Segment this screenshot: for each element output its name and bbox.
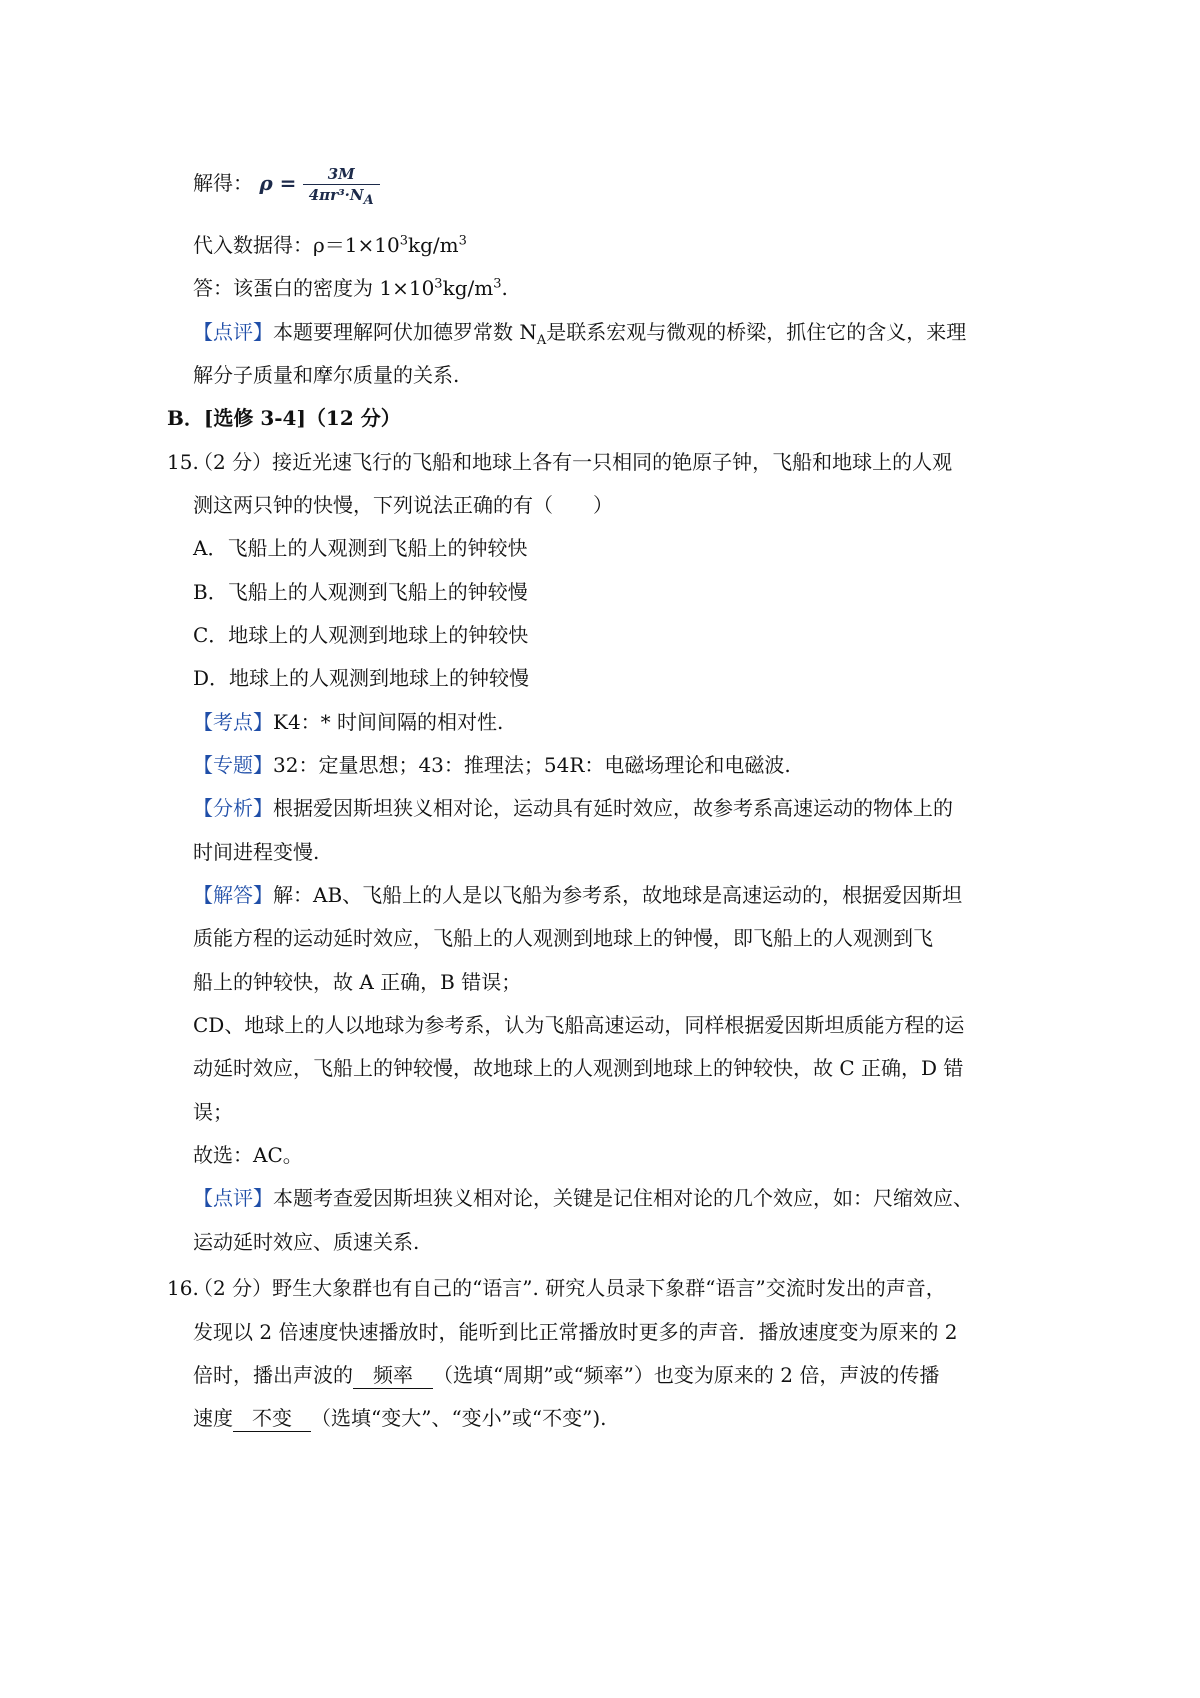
question-15-number: 15. xyxy=(167,450,199,474)
option-d: D．地球上的人观测到地球上的钟较慢 xyxy=(193,666,530,690)
option-b: B．飞船上的人观测到飞船上的钟较慢 xyxy=(193,580,528,604)
answer-blank-2: 不变 xyxy=(233,1405,311,1432)
jieda-line1: 【解答】解：AB、飞船上的人是以飞船为参考系，故地球是高速运动的，根据爱因斯坦 xyxy=(193,883,963,907)
question-15-line1: （2 分）接近光速飞行的飞船和地球上各有一只相同的铯原子钟，飞船和地球上的人观 xyxy=(193,450,953,474)
substitute-line: 代入数据得：$\rho=1\times 10^3kg/m^3$ xyxy=(193,233,467,257)
question-16-line3: 倍时，播出声波的 频率 （选填“周期”或“频率”）也变为原来的 2 倍，声波的传播 xyxy=(193,1363,940,1387)
jieda-line2: 质能方程的运动延时效应，飞船上的人观测到地球上的钟慢，即飞船上的人观测到飞 xyxy=(193,926,933,950)
question-16-number: 16. xyxy=(167,1276,199,1300)
comment14-line2: 解分子质量和摩尔质量的关系. xyxy=(193,363,460,387)
question-16-line4: 速度 不变 （选填“变大”、“变小”或“不变”). xyxy=(193,1406,607,1430)
jieda-line4: CD、地球上的人以地球为参考系，认为飞船高速运动，同样根据爱因斯坦质能方程的运 xyxy=(193,1013,965,1037)
density-formula xyxy=(303,165,380,208)
answer-blank-1: 频率 xyxy=(353,1362,433,1389)
zhuanti-tag: 【专题】 xyxy=(193,753,273,777)
formula-lhs: ρ = xyxy=(259,171,297,195)
question-15-line2: 测这两只钟的快慢，下列说法正确的有（ ） xyxy=(193,493,613,517)
jieda-line6: 误； xyxy=(193,1100,233,1124)
fenxi-line2: 时间进程变慢. xyxy=(193,840,320,864)
jieda-line5: 动延时效应，飞船上的钟较慢，故地球上的人观测到地球上的钟较快，故 C 正确，D 错 xyxy=(193,1056,964,1080)
question-16-line2: 发现以 2 倍速度快速播放时，能听到比正常播放时更多的声音．播放速度变为原来的 2 xyxy=(193,1320,958,1344)
dianping-tag: 【点评】 xyxy=(193,1186,273,1210)
formula-denominator-sub: A xyxy=(363,193,374,208)
option-c: C．地球上的人观测到地球上的钟较快 xyxy=(193,623,529,647)
solve-label: 解得： xyxy=(193,171,253,195)
dianping-line2: 运动延时效应、质速关系. xyxy=(193,1230,420,1254)
solve-line xyxy=(193,163,380,208)
zhuanti-line: 【专题】32：定量思想；43：推理法；54R：电磁场理论和电磁波. xyxy=(193,753,791,777)
answer-line: 答：该蛋白的密度为 $1\times 10^3kg/m^3$. xyxy=(193,276,508,300)
fenxi-tag: 【分析】 xyxy=(193,796,273,820)
option-a: A．飞船上的人观测到飞船上的钟较快 xyxy=(193,536,528,560)
comment-tag: 【点评】 xyxy=(193,320,273,344)
choose-line: 故选：AC。 xyxy=(193,1143,303,1167)
kaodian-line: 【考点】K4：* 时间间隔的相对性. xyxy=(193,710,504,734)
formula-numerator: 3M xyxy=(303,165,380,185)
formula-denominator: 4πr³·NA xyxy=(308,186,374,208)
jieda-tag: 【解答】 xyxy=(193,883,273,907)
section-heading: B．[选修 3-4]（12 分） xyxy=(167,406,401,430)
question-16-line1: （2 分）野生大象群也有自己的“语言”. 研究人员录下象群“语言”交流时发出的声音， xyxy=(193,1276,946,1300)
fenxi-line1: 【分析】根据爱因斯坦狭义相对论，运动具有延时效应，故参考系高速运动的物体上的 xyxy=(193,796,953,820)
kaodian-tag: 【考点】 xyxy=(193,710,273,734)
comment14-line1: 【点评】本题要理解阿伏加德罗常数 $N_A$是联系宏观与微观的桥梁，抓住它的含义，来理 xyxy=(193,320,967,348)
jieda-line3: 船上的钟较快，故 A 正确，B 错误； xyxy=(193,970,522,994)
dianping-line1: 【点评】本题考查爱因斯坦狭义相对论，关键是记住相对论的几个效应，如：尺缩效应、 xyxy=(193,1186,973,1210)
